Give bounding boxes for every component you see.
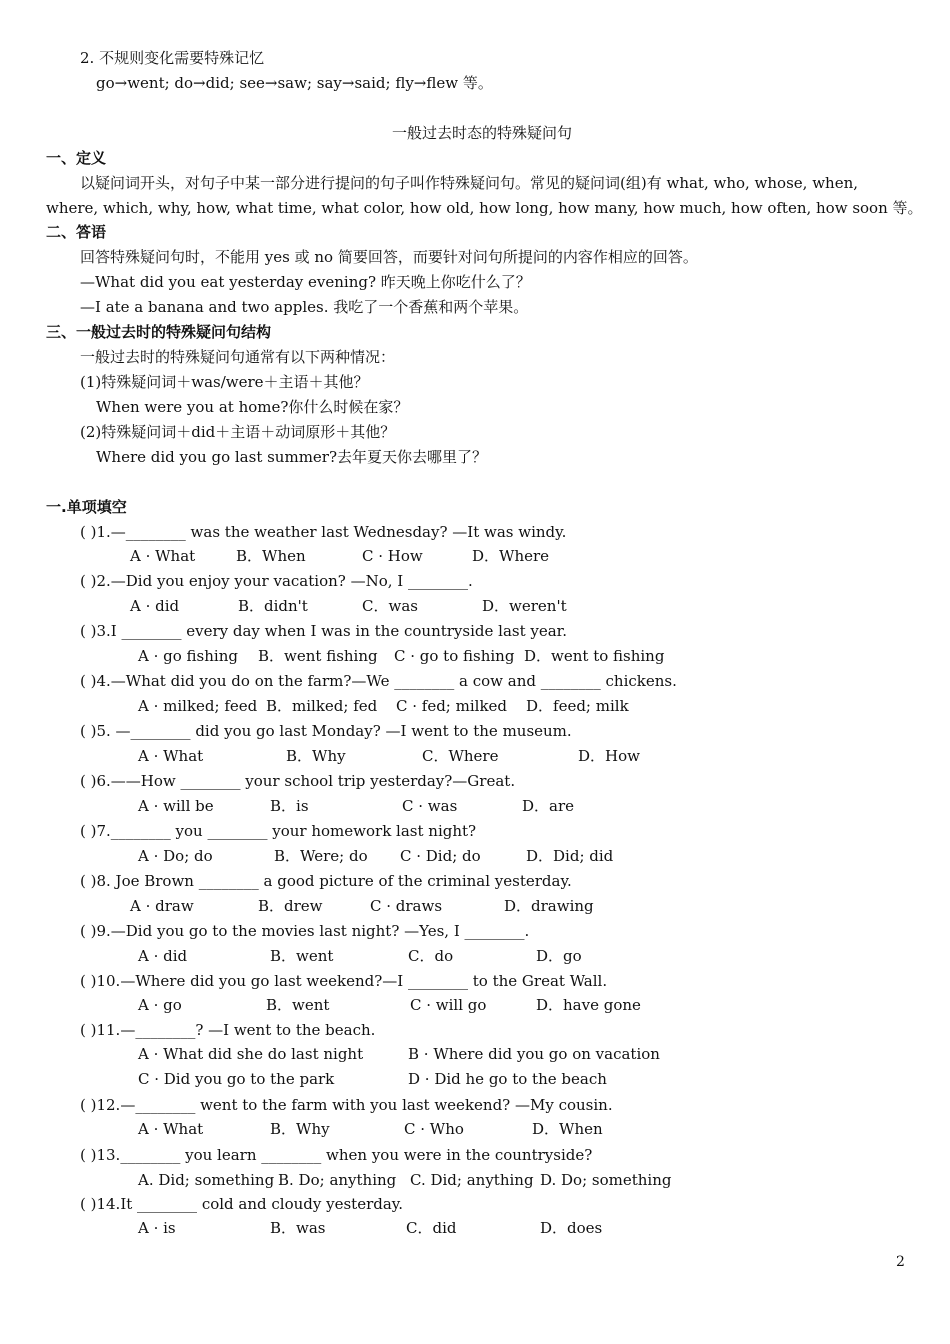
question-14-option-a: A · is: [138, 1219, 176, 1237]
question-14-option-d: D．does: [540, 1219, 603, 1237]
question-11-option-a: A · What did she do last night: [138, 1045, 364, 1063]
section-2-text-line-1: 回答特殊疑问句时，不能用 yes 或 no 简要回答，而要针对问句所提问的内容作相应的回答。: [80, 248, 698, 266]
section-1-heading: 一、定义: [46, 149, 107, 167]
question-12-option-a: A · What: [138, 1120, 204, 1138]
question-7-option-a: A · Do; do: [138, 847, 213, 865]
question-1-option-a: A · What: [130, 547, 196, 565]
question-13-option-a: A. Did; something: [138, 1171, 275, 1189]
question-11-option-d: D · Did he go to the beach: [408, 1070, 607, 1088]
exercise-heading: 一.单项填空: [46, 498, 127, 516]
question-9-option-c: C．do: [408, 947, 454, 965]
question-10-option-d: D．have gone: [536, 996, 641, 1014]
question-12-option-d: D．When: [532, 1120, 603, 1138]
question-7-option-b: B．Were; do: [274, 847, 368, 865]
question-7: ( )7.________ you ________ your homework last night?: [80, 822, 477, 840]
question-4-option-b: B．milked; fed: [266, 697, 378, 715]
question-5-option-c: C．Where: [422, 747, 499, 765]
question-7-option-d: D．Did; did: [526, 847, 614, 865]
question-4: ( )4.—What did you do on the farm?—We ________ a cow and ________ chickens.: [80, 672, 677, 690]
question-11-option-b: B · Where did you go on vacation: [408, 1045, 660, 1063]
question-8-option-c: C · draws: [370, 897, 443, 915]
question-14-option-c: C．did: [406, 1219, 457, 1237]
question-12-option-c: C · Who: [404, 1120, 464, 1138]
question-6-option-b: B．is: [270, 797, 309, 815]
section-2-heading: 二、答语: [46, 223, 107, 241]
question-5: ( )5. —________ did you go last Monday? —I went to the museum.: [80, 722, 572, 740]
question-3-option-d: D．went to fishing: [524, 647, 665, 665]
section-3-structure-2: (2)特殊疑问词＋did＋主语＋动词原形＋其他？: [80, 423, 396, 441]
question-10-option-b: B．went: [266, 996, 330, 1014]
question-2-option-d: D．weren't: [482, 597, 567, 615]
page-number: 2: [896, 1254, 905, 1270]
question-7-option-c: C · Did; do: [400, 847, 481, 865]
question-11-option-c: C · Did you go to the park: [138, 1070, 335, 1088]
question-9-option-a: A · did: [138, 947, 188, 965]
question-8: ( )8. Joe Brown ________ a good picture of the criminal yesterday.: [80, 872, 572, 890]
section-3-heading: 三、一般过去时的特殊疑问句结构: [46, 323, 272, 341]
rule-2-examples: go→went; do→did; see→saw; say→said; fly→flew 等。: [96, 74, 493, 92]
question-13-option-b: B. Do; anything: [278, 1171, 397, 1189]
section-3-structure-1: (1)特殊疑问词＋was/were＋主语＋其他？: [80, 373, 369, 391]
question-3-option-b: B．went fishing: [258, 647, 378, 665]
section-2-example-question: —What did you eat yesterday evening? 昨天晚上你吃什么了？: [80, 273, 531, 291]
section-3-text-line-1: 一般过去时的特殊疑问句通常有以下两种情况：: [80, 348, 396, 366]
section-1-text-line-2: where, which, why, how, what time, what color, how old, how long, how many, how much, how often, how soon 等。: [46, 199, 923, 217]
question-12: ( )12.—________ went to the farm with you last weekend? —My cousin.: [80, 1096, 613, 1114]
question-12-option-b: B．Why: [270, 1120, 330, 1138]
question-10-option-c: C · will go: [410, 996, 487, 1014]
question-2-option-c: C．was: [362, 597, 418, 615]
question-6-option-c: C · was: [402, 797, 458, 815]
question-13-option-c: C. Did; anything: [410, 1171, 534, 1189]
question-14: ( )14.It ________ cold and cloudy yesterday.: [80, 1195, 404, 1213]
question-1-option-b: B．When: [236, 547, 306, 565]
question-14-option-b: B．was: [270, 1219, 326, 1237]
section-title: 一般过去时态的特殊疑问句: [392, 124, 573, 142]
question-1: ( )1.—________ was the weather last Wednesday? —It was windy.: [80, 523, 567, 541]
question-13-option-d: D. Do; something: [540, 1171, 672, 1189]
question-4-option-c: C · fed; milked: [396, 697, 508, 715]
question-2-option-b: B．didn't: [238, 597, 308, 615]
question-6-option-d: D．are: [522, 797, 575, 815]
question-11: ( )11.—________? —I went to the beach.: [80, 1021, 376, 1039]
section-3-example-1: When were you at home?你什么时候在家？: [96, 398, 409, 416]
question-3-option-a: A · go fishing: [138, 647, 238, 665]
question-3-option-c: C · go to fishing: [394, 647, 515, 665]
question-2-option-a: A · did: [130, 597, 180, 615]
question-5-option-d: D．How: [578, 747, 640, 765]
question-8-option-b: B．drew: [258, 897, 323, 915]
question-6: ( )6.——How ________ your school trip yesterday?—Great.: [80, 772, 516, 790]
question-13: ( )13.________ you learn ________ when you were in the countryside?: [80, 1146, 593, 1164]
question-9: ( )9.—Did you go to the movies last night? —Yes, I ________.: [80, 922, 530, 940]
question-10-option-a: A · go: [138, 996, 182, 1014]
rule-2-heading: 2. 不规则变化需要特殊记忆: [80, 49, 265, 67]
question-10: ( )10.—Where did you go last weekend?—I ________ to the Great Wall.: [80, 972, 608, 990]
question-8-option-d: D．drawing: [504, 897, 594, 915]
section-2-example-answer: —I ate a banana and two apples. 我吃了一个香蕉和两个苹果。: [80, 298, 529, 316]
question-1-option-c: C · How: [362, 547, 423, 565]
question-8-option-a: A · draw: [130, 897, 194, 915]
question-2: ( )2.—Did you enjoy your vacation? —No, I ________.: [80, 572, 473, 590]
question-5-option-a: A · What: [138, 747, 204, 765]
section-3-example-2: Where did you go last summer?去年夏天你去哪里了？: [96, 448, 488, 466]
question-5-option-b: B．Why: [286, 747, 346, 765]
question-1-option-d: D．Where: [472, 547, 550, 565]
section-1-text-line-1: 以疑问词开头，对句子中某一部分进行提问的句子叫作特殊疑问句。常见的疑问词(组)有 what, who, whose, when,: [80, 174, 858, 192]
question-9-option-d: D．go: [536, 947, 582, 965]
question-6-option-a: A · will be: [138, 797, 214, 815]
question-9-option-b: B．went: [270, 947, 334, 965]
question-3: ( )3.I ________ every day when I was in the countryside last year.: [80, 622, 567, 640]
question-4-option-a: A · milked; feed: [138, 697, 258, 715]
question-4-option-d: D．feed; milk: [526, 697, 629, 715]
